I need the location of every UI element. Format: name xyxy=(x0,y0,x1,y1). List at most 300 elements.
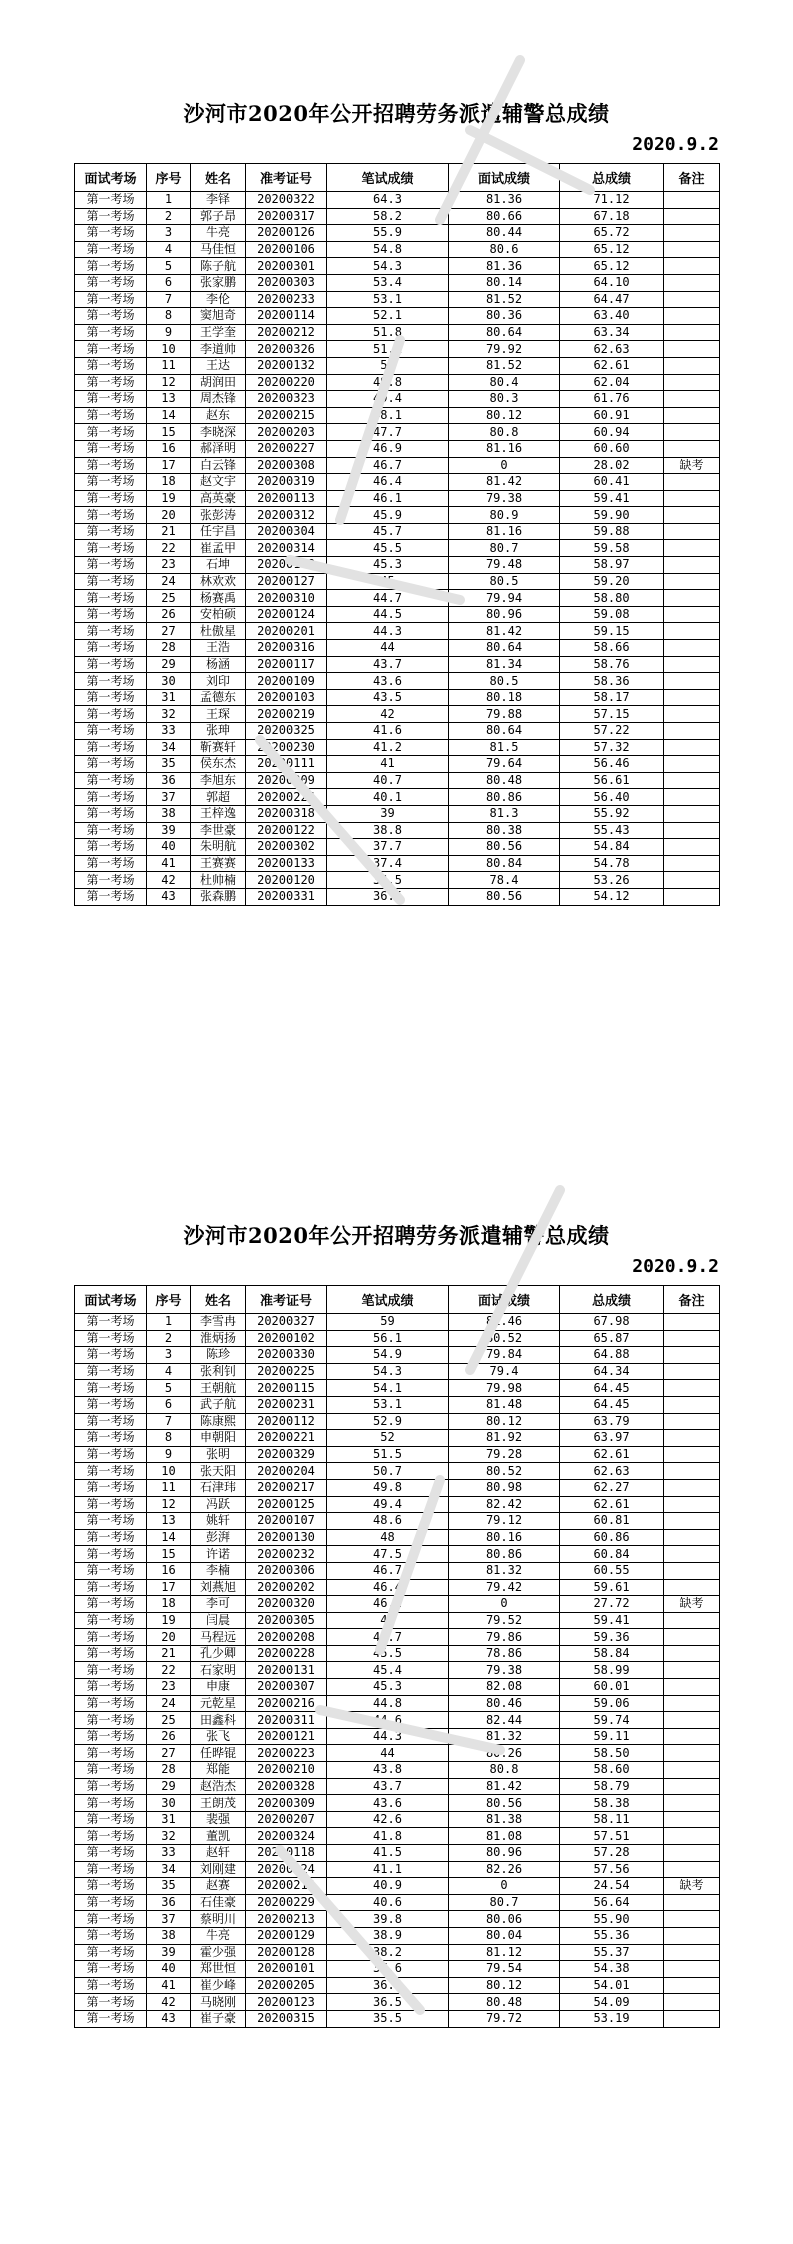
cell-total-score: 64.34 xyxy=(560,1363,664,1380)
cell-written-score: 40.7 xyxy=(327,772,449,789)
cell-remark xyxy=(664,2010,720,2027)
cell-seq: 3 xyxy=(147,1347,191,1364)
cell-name: 郑世恒 xyxy=(191,1961,246,1978)
cell-interview-score: 80.86 xyxy=(449,789,560,806)
table-row xyxy=(75,557,720,574)
cell-interview-score: 81.36 xyxy=(449,192,560,209)
cell-name: 王浩 xyxy=(191,640,246,657)
cell-remark xyxy=(664,1463,720,1480)
cell-ticket-no: 20200307 xyxy=(246,1679,327,1696)
cell-total-score: 58.79 xyxy=(560,1778,664,1795)
table-row xyxy=(75,1413,720,1430)
cell-remark xyxy=(664,822,720,839)
cell-interview-score: 0 xyxy=(449,457,560,474)
cell-total-score: 71.12 xyxy=(560,192,664,209)
cell-written-score: 52.9 xyxy=(327,1413,449,1430)
cell-exam-room: 第一考场 xyxy=(75,1861,147,1878)
cell-written-score: 54.1 xyxy=(327,1380,449,1397)
cell-interview-score: 79.38 xyxy=(449,1662,560,1679)
cell-written-score: 38.2 xyxy=(327,1944,449,1961)
table-row xyxy=(75,1363,720,1380)
cell-remark xyxy=(664,1629,720,1646)
cell-ticket-no: 20200302 xyxy=(246,839,327,856)
cell-remark xyxy=(664,1845,720,1862)
cell-interview-score: 80.4 xyxy=(449,374,560,391)
table-row xyxy=(75,1977,720,1994)
cell-name: 张明 xyxy=(191,1446,246,1463)
cell-name: 刘刚建 xyxy=(191,1861,246,1878)
cell-ticket-no: 20200107 xyxy=(246,1513,327,1530)
table-row xyxy=(75,324,720,341)
cell-interview-score: 80.96 xyxy=(449,606,560,623)
cell-name: 郭超 xyxy=(191,789,246,806)
cell-exam-room: 第一考场 xyxy=(75,490,147,507)
cell-interview-score: 80.12 xyxy=(449,1977,560,1994)
cell-ticket-no: 20200330 xyxy=(246,1347,327,1364)
cell-exam-room: 第一考场 xyxy=(75,1446,147,1463)
cell-seq: 1 xyxy=(147,1314,191,1331)
cell-ticket-no: 20200306 xyxy=(246,1562,327,1579)
cell-remark xyxy=(664,1828,720,1845)
cell-name: 杨涵 xyxy=(191,656,246,673)
score-table xyxy=(74,1285,720,2028)
cell-interview-score: 80.56 xyxy=(449,1795,560,1812)
cell-ticket-no: 20200117 xyxy=(246,656,327,673)
cell-written-score: 53.1 xyxy=(327,291,449,308)
cell-total-score: 24.54 xyxy=(560,1878,664,1895)
cell-exam-room: 第一考场 xyxy=(75,673,147,690)
table-row xyxy=(75,789,720,806)
cell-name: 张彭涛 xyxy=(191,507,246,524)
cell-total-score: 56.40 xyxy=(560,789,664,806)
cell-total-score: 59.15 xyxy=(560,623,664,640)
table-row xyxy=(75,1911,720,1928)
cell-remark xyxy=(664,1728,720,1745)
cell-ticket-no: 20200112 xyxy=(246,1413,327,1430)
cell-total-score: 61.76 xyxy=(560,391,664,408)
table-row xyxy=(75,523,720,540)
cell-name: 张森鹏 xyxy=(191,888,246,905)
table-header-row xyxy=(75,1286,720,1314)
cell-written-score: 41.6 xyxy=(327,723,449,740)
cell-remark xyxy=(664,192,720,209)
cell-name: 张利钊 xyxy=(191,1363,246,1380)
cell-exam-room: 第一考场 xyxy=(75,1977,147,1994)
cell-total-score: 55.92 xyxy=(560,805,664,822)
cell-exam-room: 第一考场 xyxy=(75,1513,147,1530)
cell-name: 靳赛轩 xyxy=(191,739,246,756)
cell-seq: 33 xyxy=(147,723,191,740)
cell-name: 王达 xyxy=(191,357,246,374)
cell-remark xyxy=(664,1529,720,1546)
cell-exam-room: 第一考场 xyxy=(75,656,147,673)
cell-remark xyxy=(664,1795,720,1812)
cell-interview-score: 81.36 xyxy=(449,258,560,275)
cell-name: 牛亮 xyxy=(191,1927,246,1944)
cell-written-score: 53.4 xyxy=(327,274,449,291)
cell-name: 李楠 xyxy=(191,1562,246,1579)
cell-interview-score: 82.26 xyxy=(449,1861,560,1878)
cell-seq: 12 xyxy=(147,1496,191,1513)
cell-seq: 2 xyxy=(147,208,191,225)
cell-exam-room: 第一考场 xyxy=(75,1479,147,1496)
cell-seq: 27 xyxy=(147,623,191,640)
cell-seq: 25 xyxy=(147,1712,191,1729)
cell-seq: 26 xyxy=(147,606,191,623)
cell-interview-score: 79.86 xyxy=(449,1629,560,1646)
cell-remark xyxy=(664,789,720,806)
cell-remark xyxy=(664,1612,720,1629)
cell-seq: 36 xyxy=(147,772,191,789)
cell-interview-score: 80.86 xyxy=(449,1546,560,1563)
cell-seq: 37 xyxy=(147,1911,191,1928)
cell-ticket-no: 20200118 xyxy=(246,1845,327,1862)
table-row xyxy=(75,1529,720,1546)
table-row xyxy=(75,1579,720,1596)
cell-total-score: 60.86 xyxy=(560,1529,664,1546)
cell-name: 李世豪 xyxy=(191,822,246,839)
cell-exam-room: 第一考场 xyxy=(75,888,147,905)
cell-remark xyxy=(664,1380,720,1397)
cell-name: 杜傲星 xyxy=(191,623,246,640)
cell-written-score: 45.3 xyxy=(327,1679,449,1696)
cell-name: 郝泽明 xyxy=(191,440,246,457)
cell-ticket-no: 20200129 xyxy=(246,1927,327,1944)
cell-ticket-no: 20200205 xyxy=(246,1977,327,1994)
cell-interview-score: 80.64 xyxy=(449,324,560,341)
cell-seq: 32 xyxy=(147,1828,191,1845)
table-row xyxy=(75,391,720,408)
table-row xyxy=(75,490,720,507)
table-row xyxy=(75,689,720,706)
cell-written-score: 50.7 xyxy=(327,1463,449,1480)
cell-exam-room: 第一考场 xyxy=(75,1496,147,1513)
cell-remark xyxy=(664,1712,720,1729)
cell-exam-room: 第一考场 xyxy=(75,689,147,706)
table-row xyxy=(75,1994,720,2011)
table-row xyxy=(75,606,720,623)
cell-total-score: 56.61 xyxy=(560,772,664,789)
cell-remark xyxy=(664,1363,720,1380)
cell-ticket-no: 20200120 xyxy=(246,872,327,889)
cell-remark xyxy=(664,706,720,723)
cell-ticket-no: 20200311 xyxy=(246,1712,327,1729)
cell-exam-room: 第一考场 xyxy=(75,706,147,723)
cell-interview-score: 80.7 xyxy=(449,540,560,557)
cell-exam-room: 第一考场 xyxy=(75,1380,147,1397)
cell-total-score: 55.90 xyxy=(560,1911,664,1928)
table-row xyxy=(75,208,720,225)
cell-total-score: 59.36 xyxy=(560,1629,664,1646)
cell-interview-score: 80.9 xyxy=(449,507,560,524)
cell-seq: 34 xyxy=(147,739,191,756)
cell-total-score: 58.97 xyxy=(560,557,664,574)
table-row xyxy=(75,1961,720,1978)
cell-name: 杜帅楠 xyxy=(191,872,246,889)
cell-ticket-no: 20200305 xyxy=(246,1612,327,1629)
cell-written-score: 39 xyxy=(327,805,449,822)
cell-exam-room: 第一考场 xyxy=(75,507,147,524)
cell-total-score: 58.38 xyxy=(560,1795,664,1812)
cell-written-score: 51.5 xyxy=(327,1446,449,1463)
cell-total-score: 55.36 xyxy=(560,1927,664,1944)
cell-written-score: 45.5 xyxy=(327,1645,449,1662)
cell-total-score: 60.91 xyxy=(560,407,664,424)
cell-written-score: 36.6 xyxy=(327,1977,449,1994)
cell-written-score: 45 xyxy=(327,573,449,590)
table-row xyxy=(75,258,720,275)
cell-total-score: 63.97 xyxy=(560,1430,664,1447)
table-row xyxy=(75,855,720,872)
cell-remark xyxy=(664,1927,720,1944)
cell-seq: 22 xyxy=(147,1662,191,1679)
cell-seq: 30 xyxy=(147,673,191,690)
table-row xyxy=(75,1446,720,1463)
cell-ticket-no: 20200121 xyxy=(246,1728,327,1745)
table-row xyxy=(75,590,720,607)
cell-exam-room: 第一考场 xyxy=(75,1645,147,1662)
cell-total-score: 28.02 xyxy=(560,457,664,474)
cell-name: 郭子昂 xyxy=(191,208,246,225)
cell-ticket-no: 20200319 xyxy=(246,474,327,491)
table-row xyxy=(75,640,720,657)
table-row xyxy=(75,225,720,242)
cell-name: 崔子豪 xyxy=(191,2010,246,2027)
cell-written-score: 47.7 xyxy=(327,424,449,441)
cell-seq: 18 xyxy=(147,474,191,491)
cell-seq: 2 xyxy=(147,1330,191,1347)
cell-interview-score: 80.26 xyxy=(449,1745,560,1762)
cell-name: 侯东杰 xyxy=(191,756,246,773)
cell-remark xyxy=(664,739,720,756)
header-ticket-no: 准考证号 xyxy=(246,1286,327,1314)
cell-name: 李雪冉 xyxy=(191,1314,246,1331)
table-row xyxy=(75,1679,720,1696)
date-label: 2020.9.2 xyxy=(632,1256,719,1277)
cell-name: 周杰锋 xyxy=(191,391,246,408)
cell-name: 闫晨 xyxy=(191,1612,246,1629)
cell-remark xyxy=(664,557,720,574)
cell-remark xyxy=(664,1745,720,1762)
cell-written-score: 45.9 xyxy=(327,507,449,524)
cell-exam-room: 第一考场 xyxy=(75,474,147,491)
cell-interview-score: 80.56 xyxy=(449,839,560,856)
table-row xyxy=(75,1479,720,1496)
cell-total-score: 58.80 xyxy=(560,590,664,607)
cell-name: 申朝阳 xyxy=(191,1430,246,1447)
cell-total-score: 64.45 xyxy=(560,1380,664,1397)
cell-interview-score: 80.46 xyxy=(449,1695,560,1712)
cell-exam-room: 第一考场 xyxy=(75,1944,147,1961)
cell-seq: 7 xyxy=(147,1413,191,1430)
cell-exam-room: 第一考场 xyxy=(75,1712,147,1729)
cell-remark xyxy=(664,1546,720,1563)
cell-name: 高英豪 xyxy=(191,490,246,507)
cell-ticket-no: 20200128 xyxy=(246,1944,327,1961)
cell-exam-room: 第一考场 xyxy=(75,1878,147,1895)
cell-total-score: 55.43 xyxy=(560,822,664,839)
table-row xyxy=(75,805,720,822)
cell-written-score: 40.6 xyxy=(327,1894,449,1911)
cell-ticket-no: 20200130 xyxy=(246,1529,327,1546)
cell-seq: 37 xyxy=(147,789,191,806)
cell-total-score: 54.12 xyxy=(560,888,664,905)
cell-ticket-no: 20200327 xyxy=(246,1314,327,1331)
cell-name: 马晓刚 xyxy=(191,1994,246,2011)
cell-written-score: 52.1 xyxy=(327,308,449,325)
cell-name: 蔡明川 xyxy=(191,1911,246,1928)
cell-ticket-no: 20200231 xyxy=(246,1396,327,1413)
cell-seq: 42 xyxy=(147,872,191,889)
cell-ticket-no: 20200214 xyxy=(246,1878,327,1895)
cell-exam-room: 第一考场 xyxy=(75,1795,147,1812)
cell-name: 赵文宇 xyxy=(191,474,246,491)
cell-ticket-no: 20200233 xyxy=(246,291,327,308)
cell-written-score: 42.6 xyxy=(327,1811,449,1828)
cell-seq: 38 xyxy=(147,805,191,822)
cell-exam-room: 第一考场 xyxy=(75,1845,147,1862)
cell-name: 陈珍 xyxy=(191,1347,246,1364)
cell-total-score: 54.01 xyxy=(560,1977,664,1994)
cell-written-score: 49.4 xyxy=(327,1496,449,1513)
cell-seq: 20 xyxy=(147,1629,191,1646)
cell-written-score: 37.6 xyxy=(327,1961,449,1978)
cell-ticket-no: 20200212 xyxy=(246,324,327,341)
cell-ticket-no: 20200308 xyxy=(246,457,327,474)
cell-seq: 31 xyxy=(147,1811,191,1828)
cell-total-score: 59.08 xyxy=(560,606,664,623)
table-row xyxy=(75,772,720,789)
cell-total-score: 56.64 xyxy=(560,1894,664,1911)
cell-total-score: 57.51 xyxy=(560,1828,664,1845)
table-row xyxy=(75,341,720,358)
cell-ticket-no: 20200127 xyxy=(246,573,327,590)
cell-seq: 29 xyxy=(147,656,191,673)
cell-name: 王梓逸 xyxy=(191,805,246,822)
cell-written-score: 46 xyxy=(327,1612,449,1629)
cell-seq: 13 xyxy=(147,391,191,408)
cell-remark xyxy=(664,1446,720,1463)
cell-total-score: 54.78 xyxy=(560,855,664,872)
cell-interview-score: 81.5 xyxy=(449,739,560,756)
cell-interview-score: 80.8 xyxy=(449,424,560,441)
cell-written-score: 51.8 xyxy=(327,324,449,341)
cell-ticket-no: 20200317 xyxy=(246,208,327,225)
cell-total-score: 59.06 xyxy=(560,1695,664,1712)
cell-name: 安柏硕 xyxy=(191,606,246,623)
cell-interview-score: 81.38 xyxy=(449,1811,560,1828)
cell-written-score: 38.9 xyxy=(327,1927,449,1944)
cell-remark xyxy=(664,606,720,623)
cell-remark xyxy=(664,673,720,690)
cell-written-score: 41 xyxy=(327,756,449,773)
cell-interview-score: 80.66 xyxy=(449,208,560,225)
table-row xyxy=(75,241,720,258)
cell-remark: 缺考 xyxy=(664,1878,720,1895)
table-row xyxy=(75,440,720,457)
cell-seq: 18 xyxy=(147,1596,191,1613)
cell-ticket-no: 20200227 xyxy=(246,440,327,457)
cell-name: 崔孟甲 xyxy=(191,540,246,557)
cell-interview-score: 80.48 xyxy=(449,772,560,789)
cell-exam-room: 第一考场 xyxy=(75,1330,147,1347)
cell-seq: 40 xyxy=(147,839,191,856)
header-name: 姓名 xyxy=(191,1286,246,1314)
cell-ticket-no: 20200203 xyxy=(246,424,327,441)
table-row xyxy=(75,673,720,690)
cell-exam-room: 第一考场 xyxy=(75,872,147,889)
cell-total-score: 63.40 xyxy=(560,308,664,325)
cell-total-score: 60.55 xyxy=(560,1562,664,1579)
cell-total-score: 58.50 xyxy=(560,1745,664,1762)
cell-seq: 28 xyxy=(147,1762,191,1779)
cell-interview-score: 82.44 xyxy=(449,1712,560,1729)
cell-seq: 35 xyxy=(147,756,191,773)
cell-interview-score: 78.4 xyxy=(449,872,560,889)
table-row xyxy=(75,1712,720,1729)
cell-remark xyxy=(664,424,720,441)
cell-name: 冯跃 xyxy=(191,1496,246,1513)
cell-ticket-no: 20200125 xyxy=(246,1496,327,1513)
cell-written-score: 44.8 xyxy=(327,1695,449,1712)
cell-written-score: 45.3 xyxy=(327,557,449,574)
cell-written-score: 56.1 xyxy=(327,1330,449,1347)
cell-remark xyxy=(664,1347,720,1364)
cell-written-score: 38.8 xyxy=(327,822,449,839)
cell-ticket-no: 20200123 xyxy=(246,1994,327,2011)
cell-interview-score: 80.98 xyxy=(449,1479,560,1496)
cell-total-score: 65.12 xyxy=(560,258,664,275)
cell-written-score: 46.1 xyxy=(327,490,449,507)
table-row xyxy=(75,839,720,856)
cell-written-score: 41.1 xyxy=(327,1861,449,1878)
cell-total-score: 65.12 xyxy=(560,241,664,258)
cell-exam-room: 第一考场 xyxy=(75,855,147,872)
cell-seq: 8 xyxy=(147,308,191,325)
cell-remark xyxy=(664,1695,720,1712)
cell-exam-room: 第一考场 xyxy=(75,1546,147,1563)
table-row xyxy=(75,1314,720,1331)
cell-seq: 19 xyxy=(147,490,191,507)
cell-ticket-no: 20200111 xyxy=(246,756,327,773)
cell-interview-score: 80.5 xyxy=(449,673,560,690)
cell-exam-room: 第一考场 xyxy=(75,1927,147,1944)
table-row xyxy=(75,357,720,374)
cell-written-score: 49.8 xyxy=(327,374,449,391)
cell-interview-score: 79.72 xyxy=(449,2010,560,2027)
cell-exam-room: 第一考场 xyxy=(75,1612,147,1629)
cell-name: 王赛赛 xyxy=(191,855,246,872)
cell-total-score: 57.32 xyxy=(560,739,664,756)
cell-seq: 17 xyxy=(147,457,191,474)
table-row xyxy=(75,1430,720,1447)
cell-ticket-no: 20200230 xyxy=(246,739,327,756)
cell-written-score: 43.7 xyxy=(327,1778,449,1795)
cell-name: 赵浩杰 xyxy=(191,1778,246,1795)
cell-remark xyxy=(664,1977,720,1994)
cell-seq: 11 xyxy=(147,1479,191,1496)
cell-remark xyxy=(664,308,720,325)
cell-seq: 28 xyxy=(147,640,191,657)
cell-remark xyxy=(664,640,720,657)
cell-written-score: 35.5 xyxy=(327,2010,449,2027)
cell-name: 白云锋 xyxy=(191,457,246,474)
cell-remark xyxy=(664,1778,720,1795)
cell-total-score: 53.19 xyxy=(560,2010,664,2027)
cell-total-score: 65.72 xyxy=(560,225,664,242)
cell-ticket-no: 20200216 xyxy=(246,1695,327,1712)
cell-name: 裴强 xyxy=(191,1811,246,1828)
